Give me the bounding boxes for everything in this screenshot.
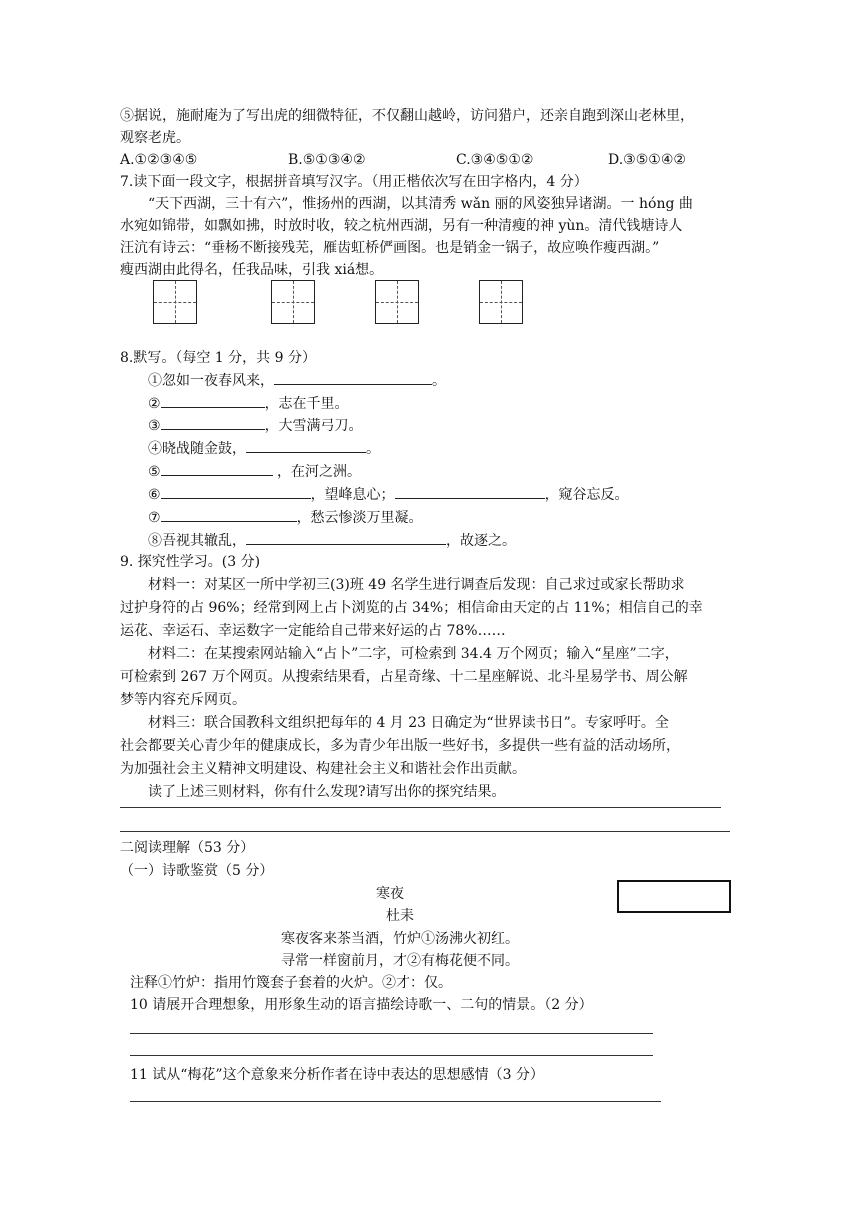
question-10: 10 请展开合理想象，用形象生动的语言描绘诗歌一、二句的情景。（2 分） bbox=[130, 997, 593, 1013]
q7-line: 汪沆有诗云：“垂杨不断接残芜，雁齿虹桥俨画图。也是销金一锅子，故应唤作瘦西湖。” bbox=[120, 240, 660, 256]
poem-title: 寒夜 bbox=[376, 886, 404, 902]
q9-line: 过护身符的占 96%；经常到网上占卜浏览的占 34%；相信命由天定的占 11%；相信自己的幸 bbox=[120, 600, 703, 616]
poem-note: 注释①竹炉：指用竹篾套子套着的火炉。②才：仅。 bbox=[130, 975, 452, 991]
score-box[interactable] bbox=[617, 880, 731, 913]
answer-blank[interactable] bbox=[161, 507, 297, 522]
q8-title: 8.默写。（每空 1 分，共 9 分） bbox=[120, 350, 316, 366]
tianzige-box[interactable] bbox=[153, 280, 197, 324]
q9-line: 社会都要关心青少年的健康成长，多为青少年出版一些好书，多提供一些有益的活动场所， bbox=[120, 738, 680, 754]
q9-line: 材料一：对某区一所中学初三(3)班 49 名学生进行调查后发现：自己求过或家长帮助求 bbox=[148, 577, 685, 593]
q7-title: 7.读下面一段文字，根据拼音填写汉字。（用正楷依次写在田字格内，4 分） bbox=[120, 174, 588, 190]
q9-line: 运花、幸运石、幸运数字一定能给自己带来好运的占 78%…… bbox=[120, 623, 506, 639]
tianzige-box[interactable] bbox=[375, 280, 419, 324]
q7-line: 瘦西湖由此得名，任我品味，引我 xiá想。 bbox=[120, 262, 384, 278]
question-11: 11 试从“梅花”这个意象来分析作者在诗中表达的思想感情（3 分） bbox=[130, 1067, 544, 1083]
answer-line[interactable] bbox=[130, 1101, 661, 1102]
q8-line-6: ⑥ ，望峰息心； ，窥谷忘反。 bbox=[148, 484, 629, 505]
q6-option-a: A.①②③④⑤ bbox=[120, 152, 198, 168]
answer-line[interactable] bbox=[120, 807, 721, 808]
q8-line-7: ⑦ ，愁云惨淡万里凝。 bbox=[148, 507, 423, 528]
q8-line-1: ①忽如一夜春风来， 。 bbox=[148, 370, 446, 391]
q9-line: 梦等内容充斥网页。 bbox=[120, 692, 246, 708]
answer-line[interactable] bbox=[120, 831, 730, 832]
poem-line-1: 寒夜客来茶当酒，竹炉①汤沸火初红。 bbox=[281, 931, 519, 947]
poem-author: 杜耒 bbox=[386, 908, 414, 924]
q6-item5-line1: ⑤据说，施耐庵为了写出虎的细微特征，不仅翻山越岭，访问猎户，还亲自跑到深山老林里， bbox=[120, 108, 694, 124]
answer-blank[interactable] bbox=[395, 484, 545, 499]
answer-blank[interactable] bbox=[161, 393, 265, 408]
q9-title: 9. 探究性学习。(3 分) bbox=[120, 554, 261, 570]
q8-line-4: ④晓战随金鼓， 。 bbox=[148, 438, 380, 459]
answer-blank[interactable] bbox=[274, 370, 432, 385]
q9-line: 材料三：联合国教科文组织把每年的 4 月 23 日确定为“世界读书日”。专家呼吁。全 bbox=[148, 715, 669, 731]
answer-blank[interactable] bbox=[246, 438, 366, 453]
q8-line-2: ② ，志在千里。 bbox=[148, 393, 349, 414]
answer-blank[interactable] bbox=[161, 415, 265, 430]
section-subtitle: （一）诗歌鉴赏（5 分） bbox=[120, 863, 274, 879]
q6-option-b: B.⑤①③④② bbox=[288, 152, 366, 168]
tianzige-box[interactable] bbox=[479, 280, 523, 324]
answer-line[interactable] bbox=[130, 1055, 653, 1056]
answer-line[interactable] bbox=[130, 1033, 653, 1034]
q8-line-3: ③ ，大雪满弓刀。 bbox=[148, 415, 363, 436]
q9-line: 为加强社会主义精神文明建设、构建社会主义和谐社会作出贡献。 bbox=[120, 761, 526, 777]
poem-line-2: 寻常一样窗前月，才②有梅花便不同。 bbox=[281, 953, 519, 969]
tianzige-box[interactable] bbox=[271, 280, 315, 324]
q6-option-d: D.③⑤①④② bbox=[608, 152, 686, 168]
q8-line-5: ⑤ ，在河之洲。 bbox=[148, 461, 361, 482]
q7-line: 水宛如锦带，如飘如拂，时放时收，较之杭州西湖，另有一种清瘦的神 yùn。清代钱塘诗人 bbox=[120, 218, 683, 234]
q8-line-8: ⑧吾视其辙乱， ，故逐之。 bbox=[148, 530, 516, 551]
section-title: 二阅读理解（53 分） bbox=[120, 840, 255, 856]
answer-blank[interactable] bbox=[161, 484, 311, 499]
q9-line: 可检索到 267 万个网页。从搜索结果看，占星奇缘、十二星座解说、北斗星易学书、周公解 bbox=[120, 669, 688, 685]
q6-option-c: C.③④⑤①② bbox=[456, 152, 534, 168]
q6-item5-line2: 观察老虎。 bbox=[120, 130, 190, 146]
q7-line: “天下西湖，三十有六”，惟扬州的西湖，以其清秀 wǎn 丽的风姿独异诸湖。一 hóng 曲 bbox=[148, 196, 693, 212]
q9-line: 读了上述三则材料，你有什么发现?请写出你的探究结果。 bbox=[148, 784, 506, 800]
q9-line: 材料二：在某搜索网站输入“占卜”二字，可检索到 34.4 万个网页；输入“星座”二字， bbox=[148, 646, 679, 662]
answer-blank[interactable] bbox=[246, 530, 446, 545]
answer-blank[interactable] bbox=[161, 461, 273, 476]
